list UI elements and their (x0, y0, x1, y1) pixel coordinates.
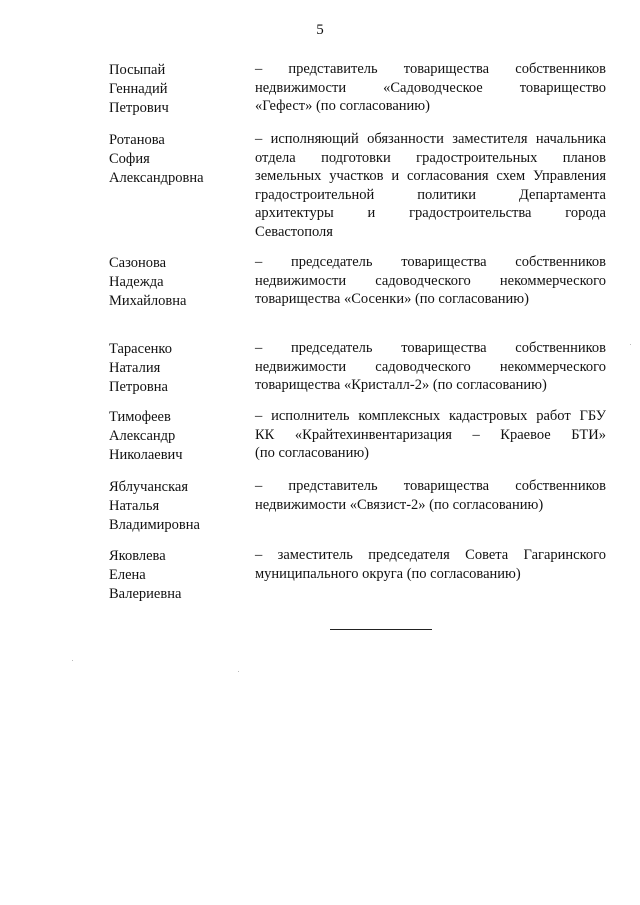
patronymic: Владимировна (109, 517, 200, 533)
patronymic: Михайловна (109, 293, 187, 309)
page-number: 5 (316, 22, 324, 38)
patronymic: Валериевна (109, 586, 182, 602)
patronymic: Петровна (109, 379, 168, 395)
role-line: – председатель товарищества собственников (255, 254, 606, 270)
member-role (255, 130, 606, 241)
surname: Ротанова (109, 132, 165, 148)
member-role (255, 407, 606, 463)
role-line: – представитель товарищества собственников (255, 61, 606, 77)
member-name (109, 254, 249, 311)
role-line: земельных участков и согласования схем Управления (255, 168, 606, 184)
member-name (109, 340, 249, 397)
role-line: «Гефест» (по согласованию) (255, 98, 430, 114)
role-line: градостроительной политики Департамента (255, 186, 606, 203)
member-role (255, 546, 606, 583)
role-line: – председатель товарищества собственников (255, 340, 606, 356)
role-line: недвижимости садоводческого некоммерческого (255, 272, 606, 289)
first-name: Наталья (109, 498, 160, 514)
member-role (255, 253, 606, 309)
role-line: отдела подготовки градостроительных планов (255, 149, 606, 166)
surname: Посыпай (109, 62, 166, 78)
member-name (109, 131, 249, 188)
first-name: Наталия (109, 360, 161, 376)
member-role (255, 60, 606, 116)
role-line: недвижимости «Связист-2» (по согласованию) (255, 496, 544, 513)
closing-divider (330, 629, 432, 630)
surname: Тарасенко (109, 341, 172, 357)
first-name: Геннадий (109, 81, 168, 97)
member-name (109, 478, 249, 535)
role-line: товарищества «Сосенки» (по согласованию) (255, 291, 529, 307)
member-name (109, 408, 249, 465)
role-line: Севастополя (255, 223, 333, 240)
member-name (109, 547, 249, 604)
role-line: недвижимости «Садоводческое товарищество (255, 79, 606, 96)
member-role (255, 339, 606, 395)
role-line: – исполняющий обязанности заместителя начальника (255, 131, 606, 147)
member-role (255, 477, 606, 514)
surname: Яблучанская (109, 479, 189, 495)
patronymic: Николаевич (109, 447, 183, 463)
first-name: Александр (109, 428, 176, 444)
role-line: архитектуры и градостроительства города (255, 205, 606, 221)
scan-speck (72, 660, 73, 661)
first-name: София (109, 151, 150, 167)
role-line: муниципального округа (по согласованию) (255, 565, 521, 582)
patronymic: Петрович (109, 100, 169, 116)
surname: Яковлева (109, 548, 166, 564)
surname: Тимофеев (109, 409, 171, 425)
role-line: – представитель товарищества собственников (255, 478, 606, 494)
scan-speck (630, 344, 631, 345)
scan-speck (238, 671, 239, 672)
role-line: (по согласованию) (255, 445, 369, 461)
first-name: Надежда (109, 274, 164, 290)
first-name: Елена (109, 567, 146, 583)
surname: Сазонова (109, 255, 167, 271)
role-line: КК «Крайтехинвентаризация – Краевое БТИ» (255, 426, 606, 443)
role-line: – исполнитель комплексных кадастровых работ ГБУ (255, 408, 606, 424)
role-line: товарищества «Кристалл-2» (по согласованию) (255, 377, 547, 393)
patronymic: Александровна (109, 170, 204, 186)
member-name (109, 61, 249, 118)
role-line: – заместитель председателя Совета Гагаринского (255, 547, 606, 563)
role-line: недвижимости садоводческого некоммерческого (255, 358, 606, 375)
